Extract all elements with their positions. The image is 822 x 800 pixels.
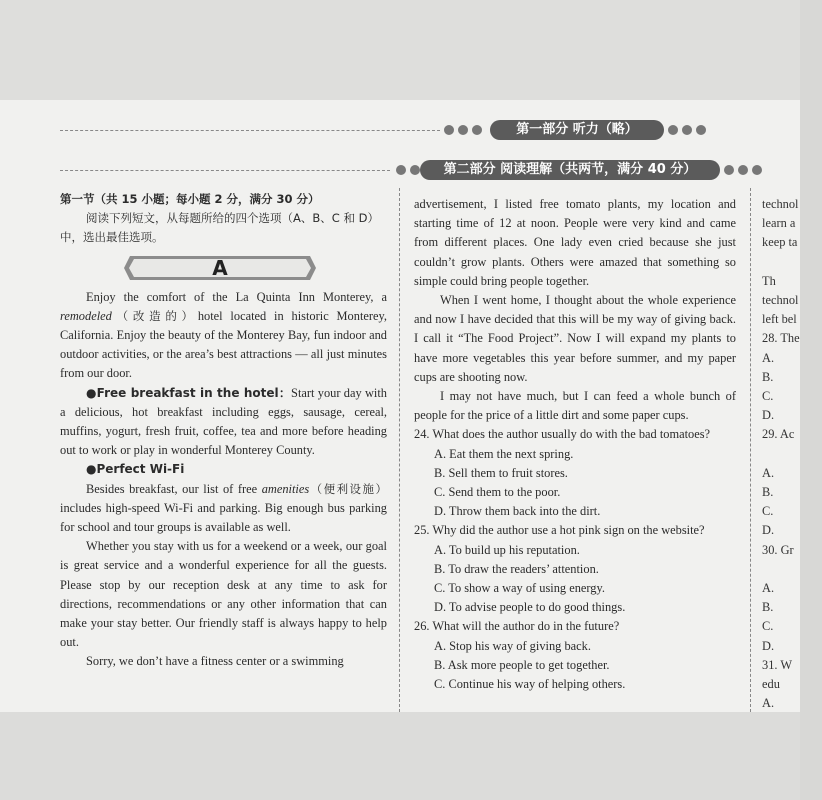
banner-dots-right-1 bbox=[668, 122, 706, 138]
background-top bbox=[0, 0, 800, 100]
cutoff-line: C. bbox=[762, 619, 774, 634]
para3-zh-gloss: （便利设施） bbox=[309, 481, 387, 496]
passage-a-para1 bbox=[60, 288, 387, 384]
cutoff-line: technol bbox=[762, 197, 799, 211]
para3-text-b: includes high-speed Wi-Fi and parking. Big enough bus parking for school and tour groups is available as well. bbox=[60, 500, 387, 535]
cutoff-line: left bel bbox=[762, 312, 797, 327]
cutoff-line: C. bbox=[762, 389, 774, 404]
cutoff-line: A. bbox=[762, 465, 775, 480]
cutoff-line: 28. The bbox=[762, 331, 800, 346]
header-dash-rule-1 bbox=[60, 130, 440, 131]
answer-option[interactable]: A. Stop his way of giving back. bbox=[434, 638, 591, 653]
answer-option[interactable]: B. To draw the readers’ attention. bbox=[434, 561, 599, 576]
cutoff-line: learn a bbox=[762, 216, 796, 231]
answer-option[interactable]: D. To advise people to do good things. bbox=[434, 600, 626, 615]
para2-text: Start your day with a delicious, hot breakfast including eggs, sausage, cereal, muffins, yogurt, fresh fruit, coffee, tea and more before heading out to work or play in wonderful Monterey County. bbox=[60, 385, 387, 458]
answer-option[interactable]: D. Throw them back into the dirt. bbox=[434, 504, 601, 519]
cutoff-line: D. bbox=[762, 408, 775, 423]
question-26 bbox=[414, 617, 736, 694]
passage-a-para2 bbox=[60, 384, 387, 461]
part1-banner: 第一部分 听力（略） bbox=[490, 120, 664, 140]
passage-a-para5: Sorry, we don’t have a fitness center or a swimming bbox=[86, 654, 344, 669]
cutoff-line: A. bbox=[762, 581, 775, 596]
column-separator bbox=[399, 188, 400, 712]
answer-option[interactable]: C. To show a way of using energy. bbox=[434, 581, 605, 596]
passage-a-label bbox=[124, 254, 316, 282]
cutoff-line: edu bbox=[762, 677, 780, 692]
question-24 bbox=[414, 425, 736, 521]
answer-option[interactable]: B. Ask more people to get together. bbox=[434, 657, 610, 672]
cutoff-line: B. bbox=[762, 369, 774, 384]
background-bottom bbox=[0, 712, 800, 800]
answer-option[interactable]: A. Eat them the next spring. bbox=[434, 446, 574, 461]
answer-option[interactable]: B. Sell them to fruit stores. bbox=[434, 465, 568, 480]
passage-b-para3: I may not have much, but I can feed a whole bunch of people for the price of a little dirt and some paper cups. bbox=[414, 389, 736, 423]
middle-column bbox=[414, 195, 736, 694]
para1-italic: remodeled bbox=[60, 308, 112, 323]
cutoff-line: D. bbox=[762, 523, 775, 538]
banner-dots-left-1 bbox=[444, 122, 482, 138]
cutoff-line: 30. Gr bbox=[762, 542, 794, 557]
cutoff-line: B. bbox=[762, 600, 774, 615]
cutoff-line: technol bbox=[762, 293, 799, 307]
cutoff-line bbox=[762, 445, 822, 464]
cutoff-line bbox=[762, 560, 822, 579]
part2-banner: 第二部分 阅读理解（共两节，满分 40 分） bbox=[420, 160, 720, 180]
section-instruction: 阅读下列短文，从每题所给的四个选项（A、B、C 和 D）中，选出最佳选项。 bbox=[60, 211, 379, 245]
cutoff-line: A. bbox=[762, 696, 775, 711]
cutoff-line: keep ta bbox=[762, 235, 798, 250]
question-stem: 24. What does the author usually do with the bad tomatoes? bbox=[414, 427, 711, 442]
cutoff-line: C. bbox=[762, 504, 774, 519]
cutoff-line bbox=[762, 253, 822, 272]
cutoff-line: 29. Ac bbox=[762, 427, 795, 442]
banner-dots-right-2 bbox=[724, 162, 762, 178]
right-column-cutoff bbox=[762, 195, 822, 733]
answer-option[interactable]: A. To build up his reputation. bbox=[434, 542, 580, 557]
passage-b-para2: When I went home, I thought about the whole experience and now I have decided that this will be my way of giving back. I call it “The Food Project”. Now I will expand my plants to have more vegetables this year before summer, and my paper cups are shooting now. bbox=[414, 293, 736, 384]
para1-zh-gloss: （改造的） bbox=[111, 308, 198, 323]
passage-letter: A bbox=[212, 255, 228, 280]
column-separator-2 bbox=[750, 188, 751, 712]
answer-option[interactable]: C. Send them to the poor. bbox=[434, 485, 561, 500]
question-25 bbox=[414, 521, 736, 617]
para3-text-a: Besides breakfast, our list of free bbox=[86, 481, 262, 496]
section-title: 第一节（共 15 小题；每小题 2 分，满分 30 分） bbox=[60, 192, 320, 206]
heading-free-breakfast: ●Free breakfast in the hotel： bbox=[86, 385, 292, 400]
para1-text-b: hotel located in historic Monterey, California. Enjoy the beauty of the Monterey Bay, fun indoor and outdoor activities, or the area’s best attractions — all just minutes from our door. bbox=[60, 308, 387, 381]
header-dash-rule-2 bbox=[60, 170, 390, 171]
heading-wifi-text: ●Perfect Wi-Fi bbox=[86, 462, 185, 477]
passage-b-para1: advertisement, I listed free tomato plants, my location and starting time of 12 at noon. People were very kind and came from different places. One lady even cried because she just couldn’t grow plants. Others were amazed that something so simple could bring people together. bbox=[414, 197, 736, 288]
para3-italic: amenities bbox=[261, 481, 310, 496]
heading-perfect-wifi bbox=[60, 460, 387, 479]
answer-option[interactable]: C. Continue his way of helping others. bbox=[434, 677, 626, 692]
cutoff-line: B. bbox=[762, 485, 774, 500]
para1-text-a: Enjoy the comfort of the La Quinta Inn Monterey, a bbox=[86, 289, 387, 304]
question-stem: 26. What will the author do in the future? bbox=[414, 619, 620, 634]
cutoff-line: Th bbox=[762, 273, 776, 288]
exam-page bbox=[0, 100, 800, 712]
left-column bbox=[60, 190, 387, 672]
cutoff-line: D. bbox=[762, 638, 775, 653]
passage-a-para3 bbox=[60, 480, 387, 538]
cutoff-line: A. bbox=[762, 350, 775, 365]
cutoff-line: 31. W bbox=[762, 657, 793, 672]
passage-a-para4: Whether you stay with us for a weekend or a week, our goal is great service and a wonderful experience for all the guests. Please stop by our reception desk at any time to ask for directions, recommendations or any other information that can make your stay better. Our friendly staff is always happy to help out. bbox=[60, 539, 387, 650]
question-stem: 25. Why did the author use a hot pink sign on the website? bbox=[414, 523, 705, 538]
